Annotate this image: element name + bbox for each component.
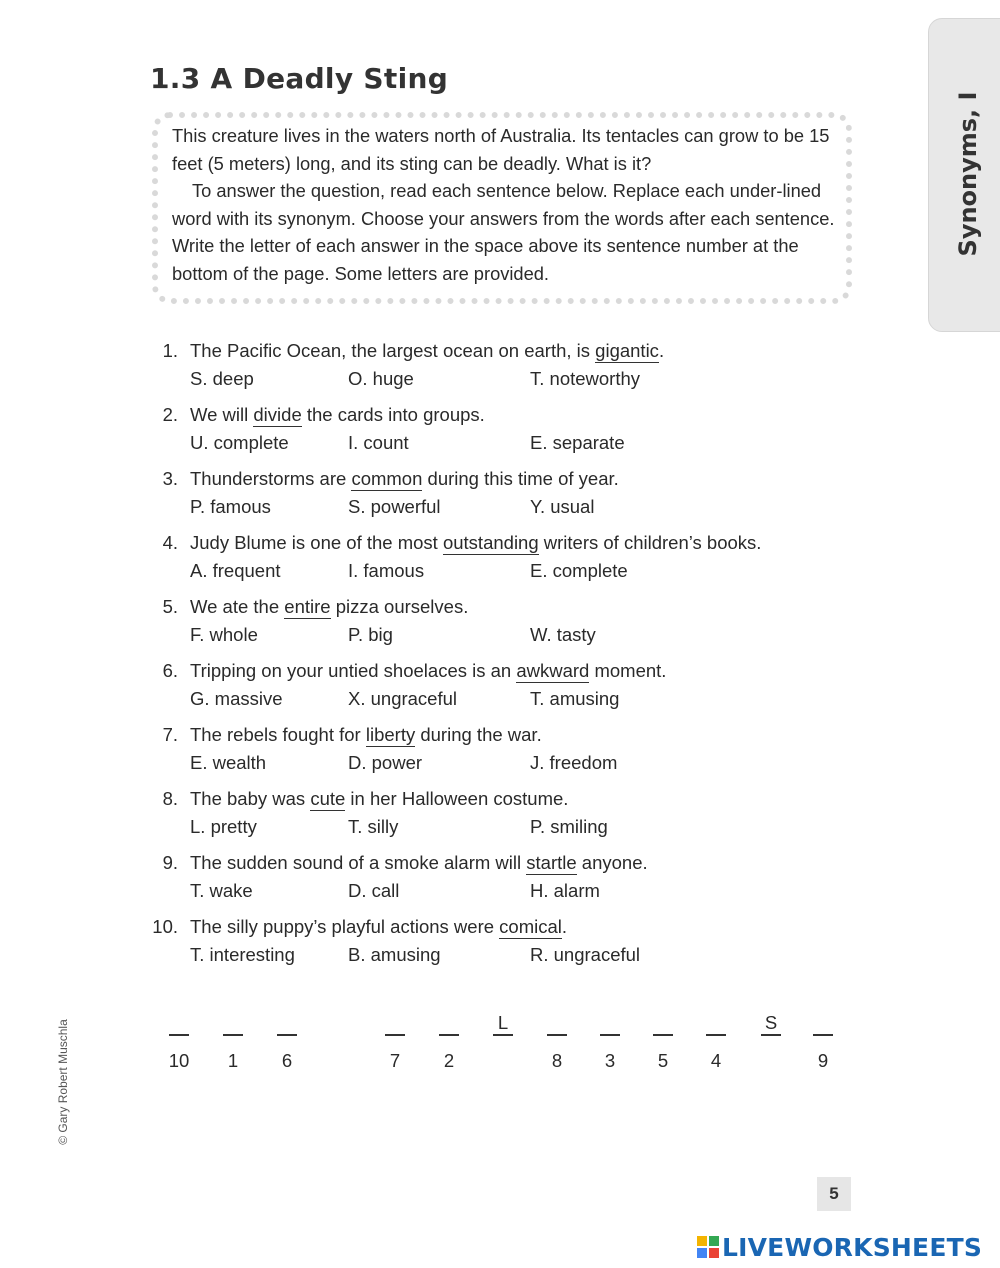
answer-number: 6 <box>281 1049 293 1071</box>
answer-blank-line <box>493 1034 513 1036</box>
underlined-word: divide <box>253 404 302 425</box>
choice-b: S. powerful <box>348 496 441 517</box>
sentence-before: Thunderstorms are <box>190 468 352 489</box>
answer-letter <box>437 1012 461 1034</box>
answer-slot[interactable] <box>759 1012 783 1072</box>
answer-letter <box>545 1012 569 1034</box>
choice-c: E. complete <box>530 560 628 581</box>
choice-b: X. ungraceful <box>348 688 458 709</box>
question-number: 7. <box>162 724 178 745</box>
choice-c: E. separate <box>530 432 625 453</box>
choice-c: T. amusing <box>530 688 620 709</box>
choice-c: Y. usual <box>530 496 595 517</box>
answer-letter: L <box>497 1012 509 1033</box>
underlined-word: gigantic <box>595 340 659 361</box>
answer-blank-line <box>813 1034 833 1036</box>
question-number: 1. <box>162 340 178 361</box>
sentence-before: We ate the <box>190 596 285 617</box>
copyright-notice: © Gary Robert Muschla <box>56 1019 70 1145</box>
answer-blank-line <box>385 1034 405 1036</box>
choice-b: T. silly <box>348 816 399 837</box>
answer-blank-line <box>600 1034 620 1036</box>
answer-letter <box>383 1012 407 1034</box>
answer-slot[interactable] <box>275 1012 299 1072</box>
answer-slot[interactable] <box>383 1012 407 1072</box>
question-number: 4. <box>162 532 178 553</box>
answer-number: 3 <box>604 1049 616 1071</box>
question-item <box>150 788 870 848</box>
sentence-after: during this time of year. <box>422 468 619 489</box>
question-item <box>150 852 870 912</box>
question-item <box>150 468 870 528</box>
question-item <box>150 724 870 784</box>
answer-slot[interactable] <box>651 1012 675 1072</box>
underlined-word: outstanding <box>442 532 539 553</box>
answer-letter <box>221 1012 245 1034</box>
answer-blank-line <box>547 1034 567 1036</box>
choice-b: D. power <box>348 752 423 773</box>
underlined-word: comical <box>499 916 562 937</box>
choice-b: B. amusing <box>348 944 441 965</box>
answer-number: 1 <box>227 1049 239 1071</box>
question-sentence <box>190 916 567 938</box>
choice-a: F. whole <box>190 624 258 645</box>
choice-a: A. frequent <box>190 560 281 581</box>
question-item <box>150 916 870 976</box>
choice-a: T. interesting <box>190 944 295 965</box>
answer-letter <box>598 1012 622 1034</box>
answer-letter <box>651 1012 675 1034</box>
answer-slot[interactable] <box>811 1012 835 1072</box>
answer-blank-line <box>706 1034 726 1036</box>
intro-paragraph-2: To answer the question, read each sentence below. Replace each under-lined word with its synonym. Choose your answers from the words after each sentence. Write the letter of each answer in the space above its sentence number at the bottom of the page. Some letters are provided. <box>172 180 835 284</box>
choice-a: L. pretty <box>190 816 257 837</box>
sentence-after: anyone. <box>576 852 648 873</box>
question-item <box>150 404 870 464</box>
answer-letter <box>275 1012 299 1034</box>
question-number: 9. <box>162 852 178 873</box>
sentence-after: the cards into groups. <box>301 404 485 425</box>
choice-b: I. count <box>348 432 409 453</box>
liveworksheets-brand[interactable] <box>697 1233 982 1261</box>
sentence-before: The silly puppy’s playful actions were <box>190 916 500 937</box>
question-item <box>150 596 870 656</box>
question-sentence <box>190 532 761 554</box>
question-number: 5. <box>162 596 178 617</box>
question-sentence <box>190 340 664 362</box>
answer-slot[interactable] <box>491 1012 515 1072</box>
answer-blank-line <box>277 1034 297 1036</box>
side-tab-label: Synonyms, I <box>954 91 982 257</box>
sentence-before: Judy Blume is one of the most <box>190 532 443 553</box>
answer-number: 10 <box>168 1049 190 1071</box>
sentence-after: . <box>658 340 665 361</box>
question-number: 8. <box>162 788 178 809</box>
sentence-after: pizza ourselves. <box>330 596 469 617</box>
choice-a: T. wake <box>190 880 253 901</box>
question-number: 3. <box>162 468 178 489</box>
answer-slot[interactable] <box>598 1012 622 1072</box>
answer-number: 2 <box>443 1049 455 1071</box>
answer-blank-line <box>223 1034 243 1036</box>
question-sentence <box>190 788 568 810</box>
answer-slot[interactable] <box>437 1012 461 1072</box>
choice-c: H. alarm <box>530 880 600 901</box>
page-title: 1.3 A Deadly Sting <box>150 62 449 95</box>
sentence-after: during the war. <box>415 724 542 745</box>
underlined-word: cute <box>310 788 346 809</box>
intro-paragraph-1: This creature lives in the waters north of Australia. Its tentacles can grow to be 15 feet (5 meters) long, and its sting can be deadly. What is it? <box>172 125 830 174</box>
answer-blank-line <box>169 1034 189 1036</box>
choice-b: D. call <box>348 880 400 901</box>
answer-blank-line <box>439 1034 459 1036</box>
choice-b: I. famous <box>348 560 425 581</box>
brand-text: LIVEWORKSHEETS <box>722 1232 983 1262</box>
sentence-before: Tripping on your untied shoelaces is an <box>190 660 517 681</box>
choice-c: R. ungraceful <box>530 944 641 965</box>
answer-slot[interactable] <box>545 1012 569 1072</box>
underlined-word: common <box>351 468 423 489</box>
sentence-after: . <box>561 916 568 937</box>
question-item <box>150 532 870 592</box>
choice-a: S. deep <box>190 368 254 389</box>
sentence-before: The rebels fought for <box>190 724 366 745</box>
underlined-word: startle <box>526 852 577 873</box>
choice-c: J. freedom <box>530 752 618 773</box>
choice-a: U. complete <box>190 432 289 453</box>
underlined-word: awkward <box>516 660 590 681</box>
answer-slot[interactable] <box>221 1012 245 1072</box>
choice-a: E. wealth <box>190 752 267 773</box>
question-sentence <box>190 468 619 490</box>
sentence-after: writers of children’s books. <box>538 532 762 553</box>
sentence-before: We will <box>190 404 254 425</box>
underlined-word: entire <box>284 596 331 617</box>
answer-slot[interactable] <box>704 1012 728 1072</box>
sentence-before: The Pacific Ocean, the largest ocean on earth, is <box>190 340 596 361</box>
question-sentence <box>190 404 485 426</box>
answer-slot[interactable] <box>167 1012 191 1072</box>
question-sentence <box>190 660 666 682</box>
answer-number: 9 <box>817 1049 829 1071</box>
answer-letter <box>811 1012 835 1034</box>
sentence-after: moment. <box>589 660 667 681</box>
liveworksheets-logo-icon <box>697 1236 719 1258</box>
sentence-before: The sudden sound of a smoke alarm will <box>190 852 527 873</box>
question-sentence <box>190 852 648 874</box>
answer-blank-line <box>653 1034 673 1036</box>
underlined-word: liberty <box>365 724 416 745</box>
question-number: 10. <box>152 916 178 937</box>
sentence-before: The baby was <box>190 788 311 809</box>
choice-a: G. massive <box>190 688 283 709</box>
question-item <box>150 340 870 400</box>
answer-number: 7 <box>389 1049 401 1071</box>
choice-c: P. smiling <box>530 816 608 837</box>
question-sentence <box>190 596 468 618</box>
choice-a: P. famous <box>190 496 271 517</box>
answer-letter <box>167 1012 191 1034</box>
answer-number: 8 <box>551 1049 563 1071</box>
question-number: 6. <box>162 660 178 681</box>
answer-number: 5 <box>657 1049 669 1071</box>
sentence-after: in her Halloween costume. <box>345 788 569 809</box>
choice-c: W. tasty <box>530 624 596 645</box>
question-item <box>150 660 870 720</box>
answer-blank-line <box>761 1034 781 1036</box>
question-sentence <box>190 724 542 746</box>
choice-b: P. big <box>348 624 393 645</box>
answer-letter <box>704 1012 728 1034</box>
answer-letter: S <box>764 1012 778 1033</box>
intro-text <box>172 122 837 287</box>
page-number: 5 <box>817 1177 851 1211</box>
choice-b: O. huge <box>348 368 414 389</box>
answer-number: 4 <box>710 1049 722 1071</box>
choice-c: T. noteworthy <box>530 368 641 389</box>
question-number: 2. <box>162 404 178 425</box>
